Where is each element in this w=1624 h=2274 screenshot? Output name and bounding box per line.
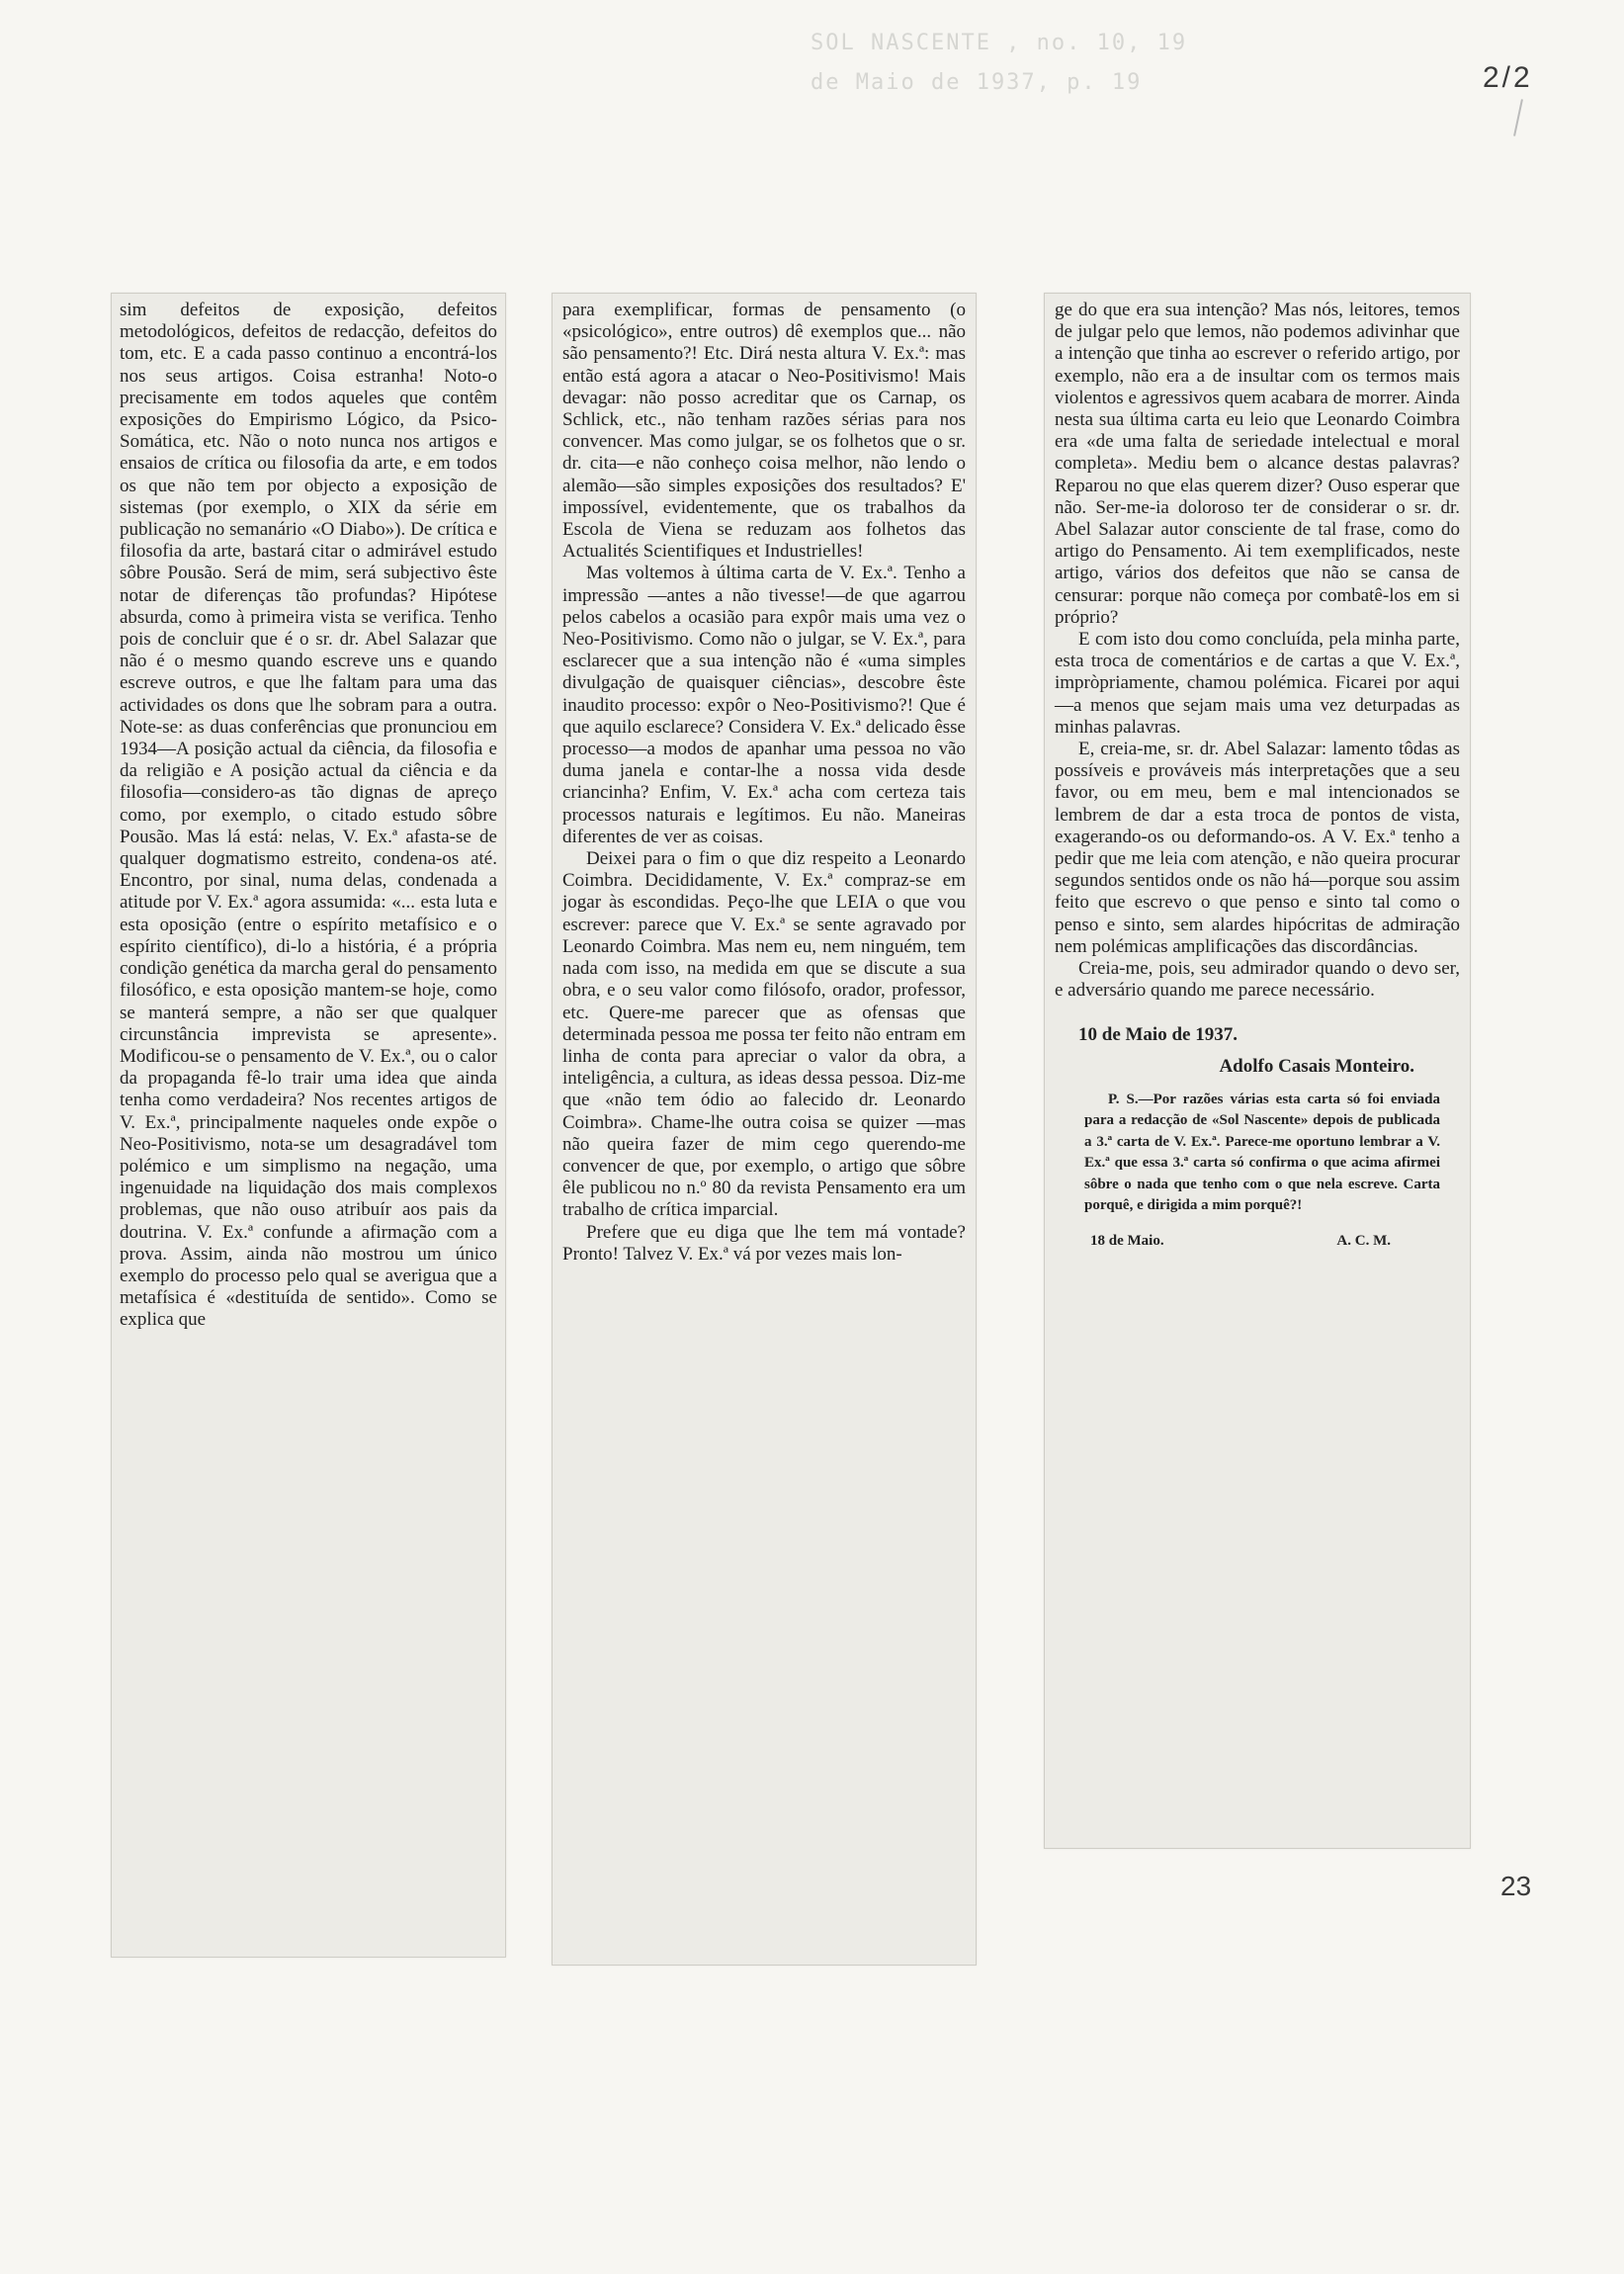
column-3-paragraph-3: E, creia-me, sr. dr. Abel Salazar: lamento tôdas as possíveis e prováveis más interpretações que a seu favor, ou em meu, bem e mal intencionados se lembrem de dar a esta troca de pontos de vista, exagerando-os ou deformando-os. A V. Ex.ª tenho a pedir que me leia com atenção, e não queira procurar segundos sentidos onde os não há—porque sou assim feito que escrevo o que penso e sinto tal como o penso e sinto, sem alardes hipócritas de admiração nem polémicas amplificações das discordâncias. [1055,739,1460,957]
page-number: 23 [1500,1871,1532,1901]
column-2-paragraph-2: Mas voltemos à última carta de V. Ex.ª. Tenho a impressão —antes a não tivesse!—de que agarrou pelos cabelos a ocasião para expôr mais uma vez o Neo-Positivismo. Como não o julgar, se V. Ex.ª, para esclarecer que a sua intenção não é «uma simples divulgação de quaisquer ciências», descobre êste inaudito processo: expôr o Neo-Positivismo?! Que é que aquilo esclarece? Considera V. Ex.ª delicado êsse processo—a modos de apanhar uma pessoa no vão duma janela e contar-lhe a nossa vida desde criancinha? Enfim, V. Ex.ª acha com certeza tais processos naturais e legítimos. Eu não. Maneiras diferentes de ver as coisas. [562,563,966,847]
page-fraction: 2/2 [1483,61,1533,94]
postscript-date: 18 de Maio. [1090,1232,1164,1249]
letter-date: 10 de Maio de 1937. [1078,1023,1238,1045]
column-2-paragraph-3: Deixei para o fim o que diz respeito a Leonardo Coimbra. Decididamente, V. Ex.ª compraz-se em jogar às escondidas. Peço-lhe que LEIA o que vou escrever: parece que V. Ex.ª se sente agravado por Leonardo Coimbra. Mas nem eu, nem ninguém, tem nada com isso, na medida em que se discute a sua obra, e o seu valor como filósofo, orador, professor, etc. Quere-me parecer que as ofensas que determinada pessoa me possa ter feito não entram em linha de conta para apreciar o valor da obra, a inteligência, a cultura, as ideas dessa pessoa. Diz-me que «não tem ódio ao falecido dr. Leonardo Coimbra». Chame-lhe outra coisa se quizer —mas não queira fazer de mim cego querendo-me convencer de que, por exemplo, o artigo que sôbre êle publicou no n.º 80 da revista Pensamento era um trabalho de crítica imparcial. [562,848,966,1221]
signature: Adolfo Casais Monteiro. [1219,1055,1414,1077]
bleed-through-header [811,24,1187,103]
postscript-initials: A. C. M. [1336,1232,1391,1249]
postscript: P. S.—Por razões várias esta carta só foi enviada para a redacção de «Sol Nascente» depois de publicada a 3.ª carta de V. Ex.ª. Parece-me oportuno lembrar a V. Ex.ª que essa 3.ª carta só confirma o que acima afirmei sôbre o nada que tenho com o que nela escreve. Carta porquê, e dirigida a mim porquê?! [1084,1091,1440,1214]
column-2-paragraph-4: Prefere que eu diga que lhe tem má vontade? Pronto! Talvez V. Ex.ª vá por vezes mais lon- [562,1221,966,1265]
ghost-line-2: de Maio de 1937, p. 19 [811,70,1143,95]
column-3-paragraph-2: E com isto dou como concluída, pela minha parte, esta troca de comentários e de cartas a que V. Ex.ª, impròpriamente, chamou polémica. Ficarei por aqui—a menos que sejam mais uma vez deturpadas as minhas palavras. [1055,629,1460,738]
clipping-column-3 [1044,293,1471,1849]
column-3-paragraph-4: Creia-me, pois, seu admirador quando o devo ser, e adversário quando me parece necessário. [1055,958,1460,1002]
column-2-paragraph-1: para exemplificar, formas de pensamento (o «psicológico», entre outros) dê exemplos que... não são pensamento?! Etc. Dirá nesta altura V. Ex.ª: mas então está agora a atacar o Neo-Positivismo! Mais devagar: não posso acreditar que os Carnap, os Schlick, etc., não tenham razões sérias para nos convencer. Mas como julgar, se os folhetos que o sr. dr. cita—e não conheço coisa melhor, não lendo o alemão—são simples exposições dos resultados? E' impossível, evidentemente, que os trabalhos da Escola de Viena se reduzam aos folhetos das Actualités Scientifiques et Industrielles! [562,300,966,563]
postscript-footer [1055,1233,1460,1250]
clipping-column-1 [111,293,506,1958]
column-3-paragraph-1: ge do que era sua intenção? Mas nós, leitores, temos de julgar pelo que lemos, não podemos adivinhar que a intenção que tinha ao escrever o referido artigo, por exemplo, não era a de insultar com os termos mais violentos e agressivos quem acabara de morrer. Ainda nesta sua última carta eu leio que Leonardo Coimbra era «de uma falta de seriedade intelectual e moral completa». Mediu bem o alcance destas palavras? Reparou no que elas querem dizer? Ouso esperar que não. Ser-me-ia doloroso ter de considerar o sr. dr. Abel Salazar autor consciente de tal frase, como do artigo do Pensamento. Ai tem exemplificados, neste artigo, vários dos defeitos que não se cansa de censurar: porque não começa por combatê-los em si próprio? [1055,300,1460,628]
ghost-line-1: SOL NASCENTE , no. 10, 19 [811,31,1188,55]
pencil-mark [1513,99,1523,136]
column-1-paragraph-1: sim defeitos de exposição, defeitos metodológicos, defeitos de redacção, defeitos do tom, etc. E a cada passo continuo a encontrá-los nos seus artigos. Coisa estranha! Noto-o precisamente em todos aqueles que contêm exposições do Empirismo Lógico, da Psico-Somática, etc. Não o noto nunca nos artigos e ensaios de crítica ou filosofia da arte, e em todos os que não tem por objecto a exposição de sistemas (por exemplo, o XIX da série em publicação no semanário «O Diabo»). De crítica e filosofia da arte, bastará citar o admirável estudo sôbre Pousão. Será de mim, será subjectivo êste notar de diferenças tão profundas? Hipótese absurda, como à primeira vista se verifica. Tenho pois de concluir que é o sr. dr. Abel Salazar que não é o mesmo quando escreve uns e quando escreve outros, e que lhe faltam para uma das actividades os dons que lhe sobram para a outra. Note-se: as duas conferências que pronunciou em 1934—A posição actual da ciência, da filosofia e da religião e A posição actual da ciência e da filosofia—considero-as tão dignas de apreço como, por exemplo, o citado estudo sôbre Pousão. Mas lá está: nelas, V. Ex.ª afasta-se de qualquer dogmatismo estreito, condena-os até. Encontro, por sinal, numa delas, condenada a atitude por V. Ex.ª agora assumida: «... esta luta e esta oposição (entre o espírito metafísico e o espírito científico), di-lo a história, é a própria condição genética da marcha geral do pensamento filosófico, e esta oposição mantem-se hoje, como se manterá sempre, a não ser que qualquer circunstância imprevista se apresente». Modificou-se o pensamento de V. Ex.ª, ou o calor da propaganda fê-lo trair uma idea que ainda tenha como verdadeira? Nos recentes artigos de V. Ex.ª, principalmente naqueles onde expõe o Neo-Positivismo, nota-se um desagradável tom polémico e um simplismo na negação, uma ingenuidade na liquidação dos mais complexos problemas, que não ouso atribuír aos pais da doutrina. V. Ex.ª confunde a afirmação com a prova. Assim, ainda não mostrou um único exemplo do processo pelo qual se averigua que a metafísica é «destituída de sentido». Como se explica que [120,300,497,1331]
clipping-column-2 [552,293,977,1966]
